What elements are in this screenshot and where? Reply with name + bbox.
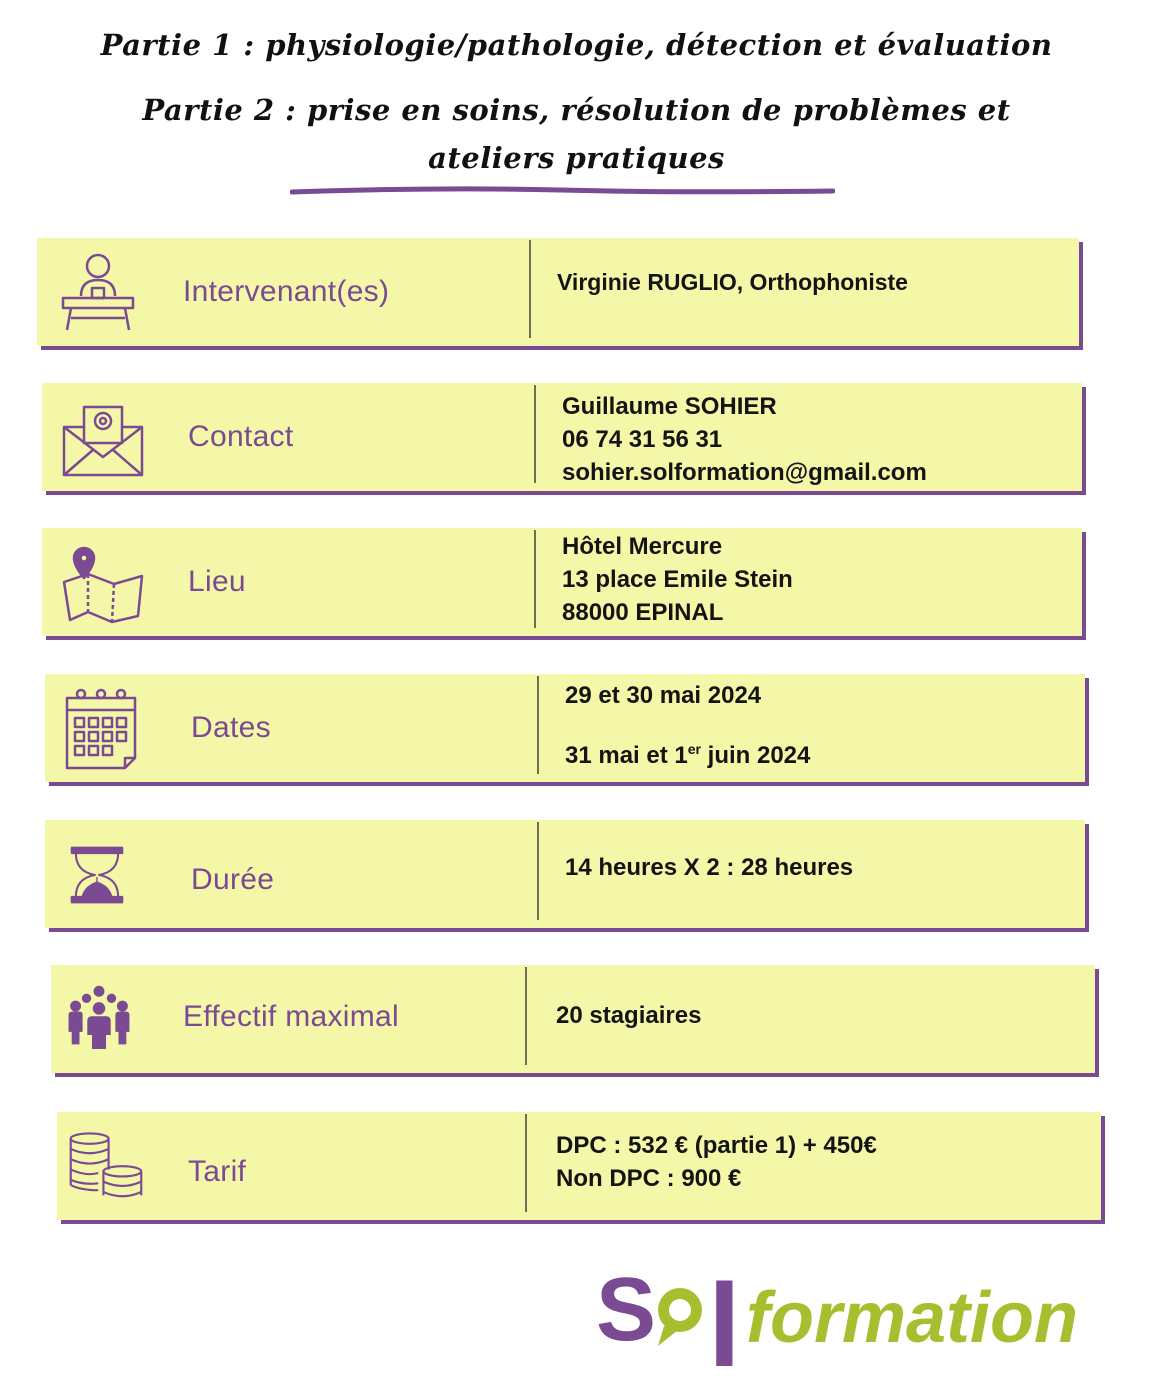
row-divider	[534, 385, 536, 483]
date-2-text-end: juin 2024	[700, 742, 811, 769]
info-row-dates	[45, 674, 1085, 782]
map-location-icon	[62, 542, 144, 624]
row-label: Dates	[191, 711, 271, 744]
row-value	[565, 679, 1065, 772]
logo-letter-s: S	[596, 1262, 657, 1360]
row-value	[565, 851, 1065, 884]
row-value	[557, 266, 1059, 299]
row-value	[556, 999, 1075, 1032]
row-label: Effectif maximal	[183, 1000, 399, 1033]
date-2-text: 31 mai et 1	[565, 742, 688, 769]
decorative-underline	[290, 186, 835, 196]
heading-part-2: Partie 2 : prise en soins, résolution de problèmes et ateliers pratiques	[142, 93, 1011, 175]
date-2-superscript: er	[687, 741, 701, 757]
row-divider	[529, 240, 531, 338]
hourglass-icon	[69, 832, 125, 918]
info-row-intervenant	[37, 238, 1079, 346]
date-session-1: 29 et 30 mai 2024	[565, 682, 762, 709]
solformation-logo	[596, 1262, 1116, 1372]
row-divider	[534, 530, 536, 628]
place-street: 13 place Emile Stein	[562, 566, 793, 593]
coin-stack-icon	[69, 1126, 155, 1208]
row-value	[562, 390, 1062, 489]
row-label: Contact	[188, 420, 294, 453]
price-non-dpc: Non DPC : 900 €	[556, 1165, 742, 1192]
row-label: Intervenant(es)	[183, 275, 390, 308]
logo-speech-bubble-icon	[658, 1288, 702, 1346]
email-envelope-icon	[62, 397, 144, 479]
row-label: Durée	[191, 863, 275, 896]
info-row-tarif	[57, 1112, 1101, 1220]
contact-email: sohier.solformation@gmail.com	[562, 459, 927, 486]
contact-phone: 06 74 31 56 31	[562, 426, 723, 453]
row-value	[562, 530, 1062, 629]
row-label: Tarif	[188, 1155, 247, 1188]
heading-part-1: Partie 1 : physiologie/pathologie, détection et évaluation	[100, 28, 1053, 62]
info-row-contact	[42, 383, 1082, 491]
value-line: 14 heures X 2 : 28 heures	[565, 854, 854, 881]
calendar-icon	[65, 688, 147, 770]
contact-name: Guillaume SOHIER	[562, 393, 777, 420]
date-session-2	[565, 733, 1065, 772]
row-divider	[525, 967, 527, 1065]
logo-letter-l: l	[708, 1262, 741, 1372]
row-divider	[537, 676, 539, 774]
place-city: 88000 EPINAL	[562, 599, 724, 626]
row-value	[556, 1129, 1081, 1195]
row-divider	[525, 1114, 527, 1212]
place-name: Hôtel Mercure	[562, 533, 723, 560]
info-row-effectif	[51, 965, 1095, 1073]
price-dpc: DPC : 532 € (partie 1) + 450€	[556, 1132, 877, 1159]
logo-formation: formation	[746, 1278, 1078, 1358]
info-row-duree	[45, 820, 1085, 928]
value-line: Virginie RUGLIO, Orthophoniste	[557, 269, 908, 295]
row-label: Lieu	[188, 565, 246, 598]
value-line: 20 stagiaires	[556, 1002, 702, 1029]
group-people-icon	[67, 979, 131, 1055]
row-divider	[537, 822, 539, 920]
speaker-at-podium-icon	[57, 252, 139, 334]
info-row-lieu	[42, 528, 1082, 636]
